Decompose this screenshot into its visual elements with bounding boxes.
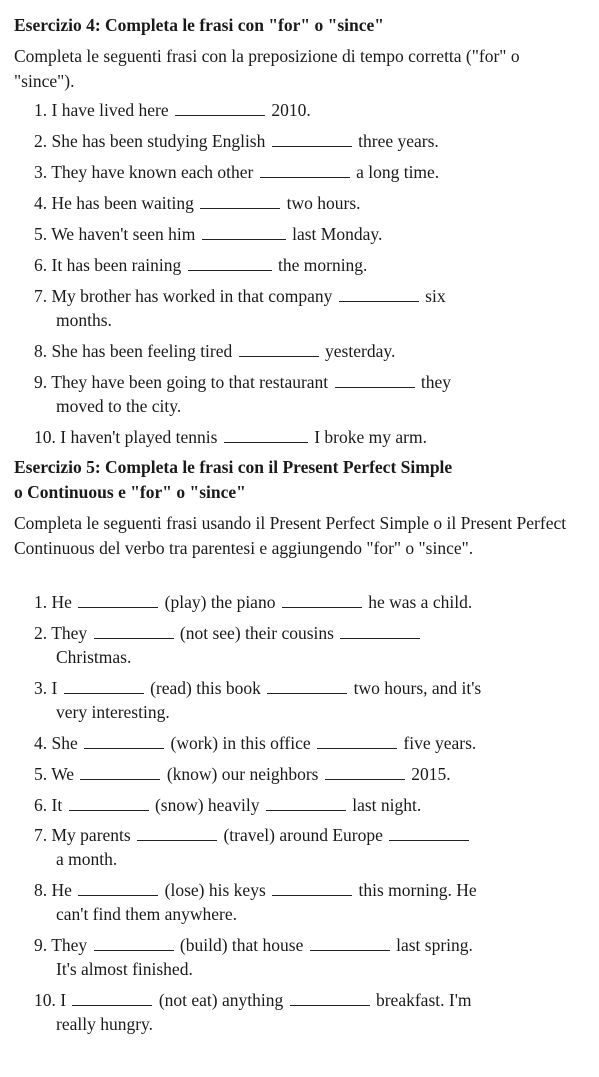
sentence-end: last night. [352, 795, 422, 815]
subject: He [51, 592, 72, 612]
verb-blank[interactable] [69, 809, 149, 811]
ex5-item-5 [34, 762, 574, 786]
sentence-start: He has been waiting [51, 193, 194, 213]
answer-blank[interactable] [339, 300, 419, 302]
ex5-item-7-continuation: a month. [56, 849, 118, 869]
ex5-item-2 [34, 621, 574, 645]
verb-blank[interactable] [78, 606, 158, 608]
sentence-end: 2015. [411, 764, 451, 784]
subject: My parents [51, 825, 131, 845]
item-number: 7. [34, 286, 48, 306]
verb-blank[interactable] [72, 1004, 152, 1006]
ex4-item-7 [34, 284, 574, 308]
ex5-item-10 [34, 988, 574, 1012]
answer-blank[interactable] [335, 386, 415, 388]
item-number: 5. [34, 224, 48, 244]
ex4-item-1 [34, 98, 574, 122]
verb-blank[interactable] [80, 778, 160, 780]
ex5-item-7 [34, 823, 574, 847]
ex4-item-7-continuation: months. [56, 310, 112, 330]
sentence-end: yesterday. [325, 341, 396, 361]
item-number: 10. [34, 990, 56, 1010]
ex5-item-10-continuation: really hungry. [56, 1014, 154, 1034]
verb-hint: (work) in this office [170, 733, 311, 753]
subject: She [51, 733, 78, 753]
verb-blank[interactable] [94, 949, 174, 951]
sentence-end: last Monday. [292, 224, 383, 244]
sentence-start: I have lived here [51, 100, 169, 120]
subject: I [60, 990, 67, 1010]
sentence-start: I haven't played tennis [60, 427, 218, 447]
subject: He [51, 880, 72, 900]
item-number: 8. [34, 880, 48, 900]
for-since-blank[interactable] [310, 949, 390, 951]
item-number: 2. [34, 131, 48, 151]
item-number: 1. [34, 592, 48, 612]
answer-blank[interactable] [239, 355, 319, 357]
subject: They [51, 935, 88, 955]
ex4-item-3 [34, 160, 574, 184]
verb-hint: (not see) their cousins [179, 623, 334, 643]
verb-blank[interactable] [78, 894, 158, 896]
for-since-blank[interactable] [272, 894, 352, 896]
ex4-item-9 [34, 370, 574, 394]
subject: They [51, 623, 88, 643]
sentence-end: six [425, 286, 446, 306]
answer-blank[interactable] [272, 145, 352, 147]
for-since-blank[interactable] [317, 747, 397, 749]
ex4-item-2 [34, 129, 574, 153]
sentence-end: the morning. [278, 255, 368, 275]
sentence-end: breakfast. I'm [375, 990, 472, 1010]
item-number: 3. [34, 162, 48, 182]
sentence-end: I broke my arm. [314, 427, 427, 447]
item-number: 2. [34, 623, 48, 643]
sentence-end: they [420, 372, 452, 392]
verb-hint: (not eat) anything [158, 990, 284, 1010]
for-since-blank[interactable] [290, 1004, 370, 1006]
ex4-item-8 [34, 339, 574, 363]
for-since-blank[interactable] [266, 809, 346, 811]
sentence-end: two hours. [286, 193, 361, 213]
verb-hint: (know) our neighbors [166, 764, 319, 784]
ex5-item-1 [34, 590, 574, 614]
sentence-start: She has been feeling tired [51, 341, 233, 361]
ex5-item-9 [34, 933, 574, 957]
sentence-end: he was a child. [368, 592, 473, 612]
ex5-item-2-continuation: Christmas. [56, 647, 132, 667]
sentence-end: five years. [403, 733, 477, 753]
sentence-end: last spring. [396, 935, 473, 955]
verb-blank[interactable] [84, 747, 164, 749]
for-since-blank[interactable] [389, 839, 469, 841]
item-number: 7. [34, 825, 48, 845]
sentence-end: a long time. [356, 162, 440, 182]
verb-blank[interactable] [137, 839, 217, 841]
ex5-item-8-continuation: can't find them anywhere. [56, 904, 237, 924]
sentence-start: It has been raining [51, 255, 182, 275]
verb-hint: (read) this book [150, 678, 261, 698]
ex4-item-5 [34, 222, 574, 246]
answer-blank[interactable] [188, 269, 272, 271]
verb-hint: (travel) around Europe [223, 825, 383, 845]
answer-blank[interactable] [202, 238, 286, 240]
for-since-blank[interactable] [267, 692, 347, 694]
verb-hint: (lose) his keys [164, 880, 266, 900]
ex5-item-4 [34, 731, 574, 755]
ex4-item-6 [34, 253, 574, 277]
sentence-end: two hours, and it's [353, 678, 482, 698]
sentence-start: We haven't seen him [51, 224, 196, 244]
item-number: 6. [34, 795, 48, 815]
sentence-start: My brother has worked in that company [51, 286, 333, 306]
item-number: 5. [34, 764, 48, 784]
verb-blank[interactable] [64, 692, 144, 694]
for-since-blank[interactable] [325, 778, 405, 780]
sentence-start: She has been studying English [51, 131, 266, 151]
subject: I [51, 678, 58, 698]
ex5-item-8 [34, 878, 574, 902]
subject: It [51, 795, 63, 815]
sentence-start: They have known each other [51, 162, 254, 182]
answer-blank[interactable] [175, 114, 265, 116]
exercise-4-title: Esercizio 4: Completa le frasi con "for" o "since" [14, 15, 384, 35]
exercise-5-title-line-2: o Continuous e "for" o "since" [14, 482, 246, 502]
verb-hint: (play) the piano [164, 592, 276, 612]
item-number: 8. [34, 341, 48, 361]
ex4-item-4 [34, 191, 574, 215]
sentence-start: They have been going to that restaurant [51, 372, 329, 392]
subject: We [51, 764, 75, 784]
exercise-5-title: Esercizio 5: Completa le frasi con il Present Perfect Simple [14, 457, 453, 477]
item-number: 4. [34, 733, 48, 753]
verb-blank[interactable] [94, 637, 174, 639]
item-number: 10. [34, 427, 56, 447]
ex5-item-9-continuation: It's almost finished. [56, 959, 193, 979]
item-number: 9. [34, 935, 48, 955]
item-number: 4. [34, 193, 48, 213]
ex4-item-9-continuation: moved to the city. [56, 396, 182, 416]
answer-blank[interactable] [224, 441, 308, 443]
verb-hint: (build) that house [179, 935, 304, 955]
answer-blank[interactable] [260, 176, 350, 178]
exercise-5-instructions: Completa le seguenti frasi usando il Present Perfect Simple o il Present Perfect Continuous del verbo tra parentesi e aggiungendo "for" o "since". [14, 513, 567, 558]
ex5-item-6 [34, 793, 574, 817]
verb-hint: (snow) heavily [154, 795, 260, 815]
item-number: 1. [34, 100, 48, 120]
ex5-item-3 [34, 676, 574, 700]
exercise-4-instructions: Completa le seguenti frasi con la preposizione di tempo corretta ("for" o "since"). [14, 46, 520, 91]
ex4-item-10 [34, 425, 574, 449]
sentence-end: this morning. He [358, 880, 477, 900]
sentence-end: three years. [358, 131, 439, 151]
for-since-blank[interactable] [282, 606, 362, 608]
for-since-blank[interactable] [340, 637, 420, 639]
sentence-end: 2010. [271, 100, 311, 120]
item-number: 6. [34, 255, 48, 275]
answer-blank[interactable] [200, 207, 280, 209]
item-number: 9. [34, 372, 48, 392]
ex5-item-3-continuation: very interesting. [56, 702, 170, 722]
item-number: 3. [34, 678, 48, 698]
